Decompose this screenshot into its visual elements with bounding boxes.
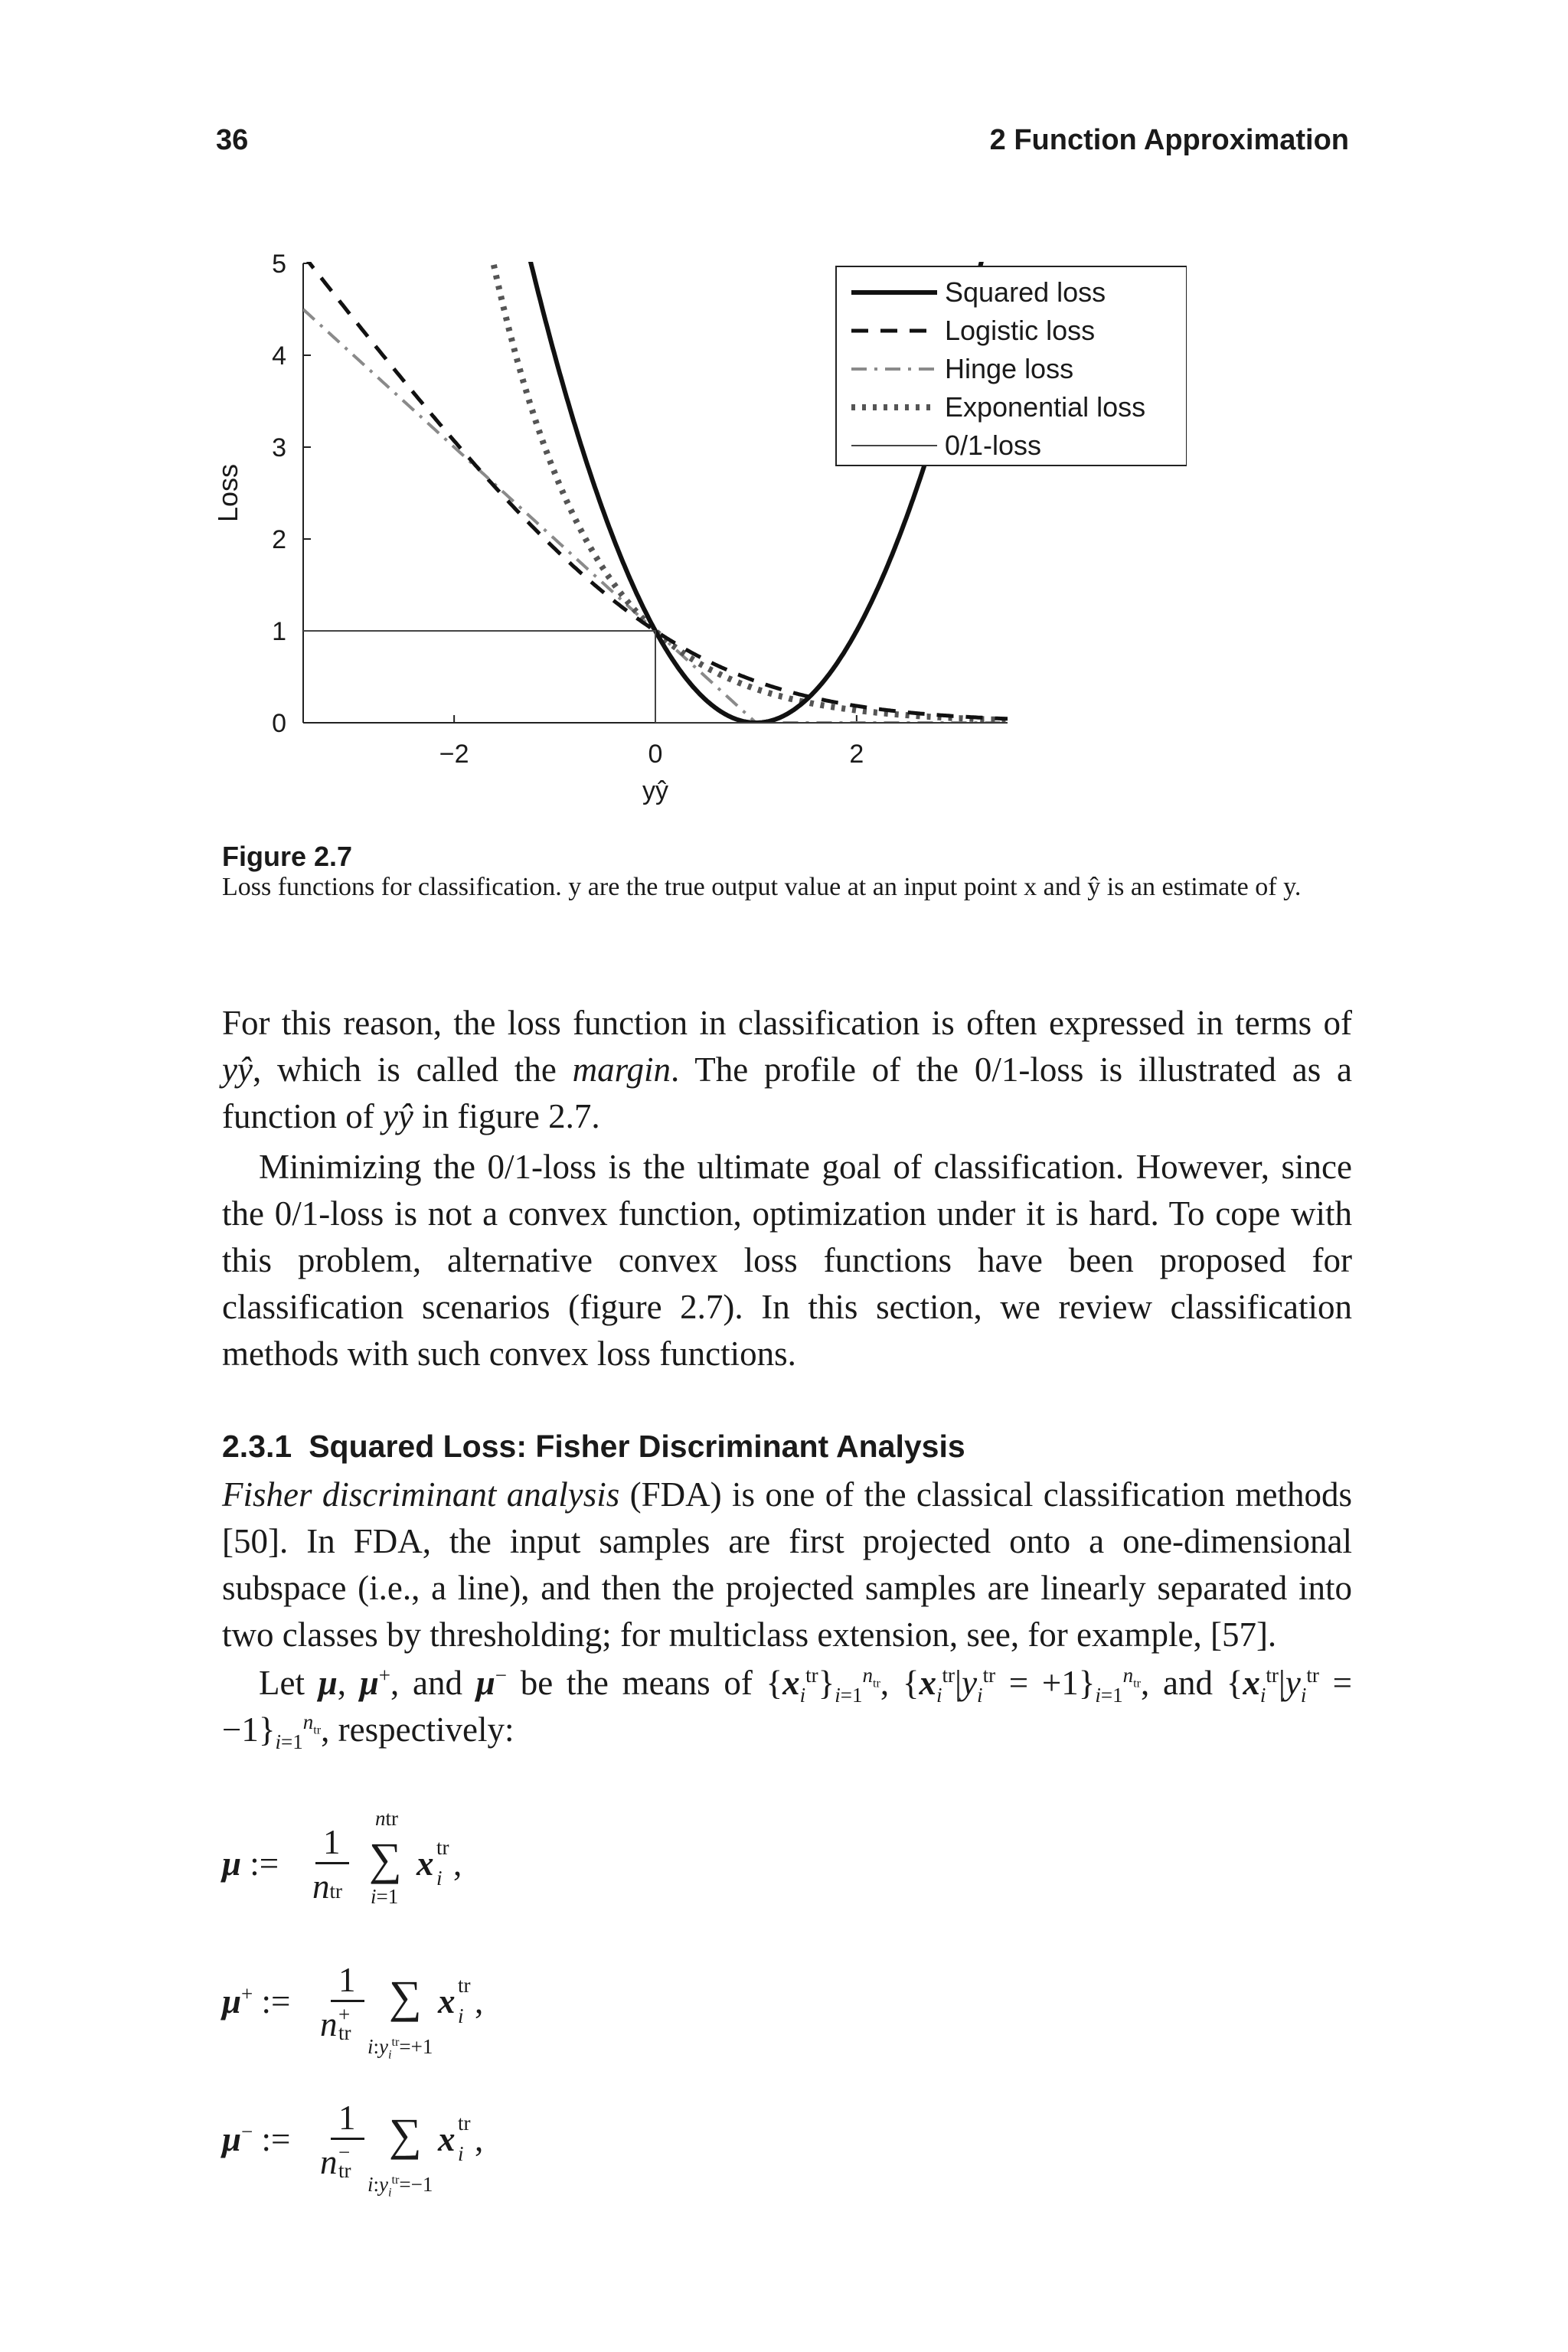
running-head: 2 Function Approximation [989,124,1349,156]
mu-minus-symbol: μ [475,1664,495,1702]
p1-text-a: For this reason, the loss function in classification is often expressed in terms of [222,1004,1352,1042]
x-tick-label: −2 [439,740,469,769]
legend-label: Hinge loss [945,353,1074,384]
equation-mu-minus: μ− := 1 n − tr ∑ $i:y_i^{tr}=-1$ x tr i , [222,2099,484,2200]
set-all-samples: $\{x_i^{tr}\}_{i=1}^{n_{tr}}$ [766,1664,880,1707]
p1-symbol-margin-2: yŷ [382,1097,413,1135]
legend-label: Exponential loss [945,391,1146,423]
p4-text-c: be the means of [506,1664,766,1702]
equation-mu-plus: μ+ := 1 n + tr ∑ $i:y_i^{tr}=+1$ x tr i , [222,1961,484,2062]
paragraph-means: Let μ, μ+, and μ− be the means of $\{x_i^{tr}\}_{i=1}^{n_{tr}}$, $\{x_i^{tr}|y_i^{tr} = +1\}_{i=1}^{n_{tr}}$, and $\{x_i^{tr}|y_i^{tr} = -1\}_{i=1}^{n_{tr}}$, respectively: [222,1664,1353,1753]
figure-label: Figure 2.7 [222,841,353,872]
paragraph-margin [222,1000,1352,1140]
set-negative-samples: $\{x_i^{tr}|y_i^{tr} = -1\}_{i=1}^{n_{tr}}$ [222,1664,1353,1753]
x-axis-label: yŷ [642,776,668,805]
y-tick-label: 1 [272,617,286,646]
loss-functions-figure [207,245,1187,827]
section-heading [222,1429,965,1465]
y-tick-label: 0 [272,709,286,738]
y-tick-label: 2 [272,525,286,554]
p1-text-c: . The profile of the 0/1-loss is illustrated as a function of [222,1050,1352,1135]
section-title: Squared Loss: Fisher Discriminant Analysis [309,1429,965,1464]
mu-symbol: μ [318,1664,338,1702]
series-0-1-loss [303,631,1008,723]
loss-chart [207,245,1187,827]
paragraph-convex-loss: Minimizing the 0/1-loss is the ultimate goal of classification. However, since the 0/1-loss is not a convex function, optimization under it is hard. To cope with this problem, alternative convex loss functions have been proposed for classification scenarios (figure 2.7). In this section, we review classification methods with such convex loss functions. [222,1148,1352,1373]
legend-label: Logistic loss [945,315,1096,346]
p4-text-e: , respectively: [321,1710,514,1749]
page-number: 36 [216,124,249,156]
p4-text-a: Let [259,1664,318,1702]
p1-term-margin: margin [572,1050,671,1089]
y-tick-label: 4 [272,341,286,371]
equation-mu: μ := 1 ntr ntr ∑ i=1 x tr i , [222,1807,462,1908]
mu-plus-symbol: μ [359,1664,379,1702]
y-tick-label: 3 [272,433,286,462]
y-tick-label: 5 [272,250,286,279]
x-tick-label: 0 [648,740,663,769]
p1-symbol-margin: yŷ [222,1050,253,1089]
p3-term-fda: Fisher discriminant analysis [222,1475,620,1514]
p1-text-b: , which is called the [252,1050,573,1089]
p4-text-b: , and [390,1664,476,1702]
paragraph-fda [222,1472,1352,1658]
p1-text-d: in figure 2.7. [413,1097,600,1135]
x-tick-label: 2 [849,740,864,769]
set-positive-samples: $\{x_i^{tr}|y_i^{tr} = +1\}_{i=1}^{n_{tr}}$ [902,1664,1142,1707]
legend-label: Squared loss [945,276,1106,308]
y-axis-label: Loss [212,463,243,523]
section-number: 2.3.1 [222,1429,292,1464]
figure-caption: Loss functions for classification. y are the true output value at an input point x and ŷ is an estimate of y. [222,873,1302,901]
p4-text-d: , and [1141,1664,1227,1702]
legend-label: 0/1-loss [945,430,1042,461]
p3-text: (FDA) is one of the classical classification methods [50]. In FDA, the input samples are first projected onto a one-dimensional subspace (i.e., a line), and then the projected samples are linearly separated into two classes by thresholding; for multiclass extension, see, for example, [57]. [222,1475,1352,1654]
